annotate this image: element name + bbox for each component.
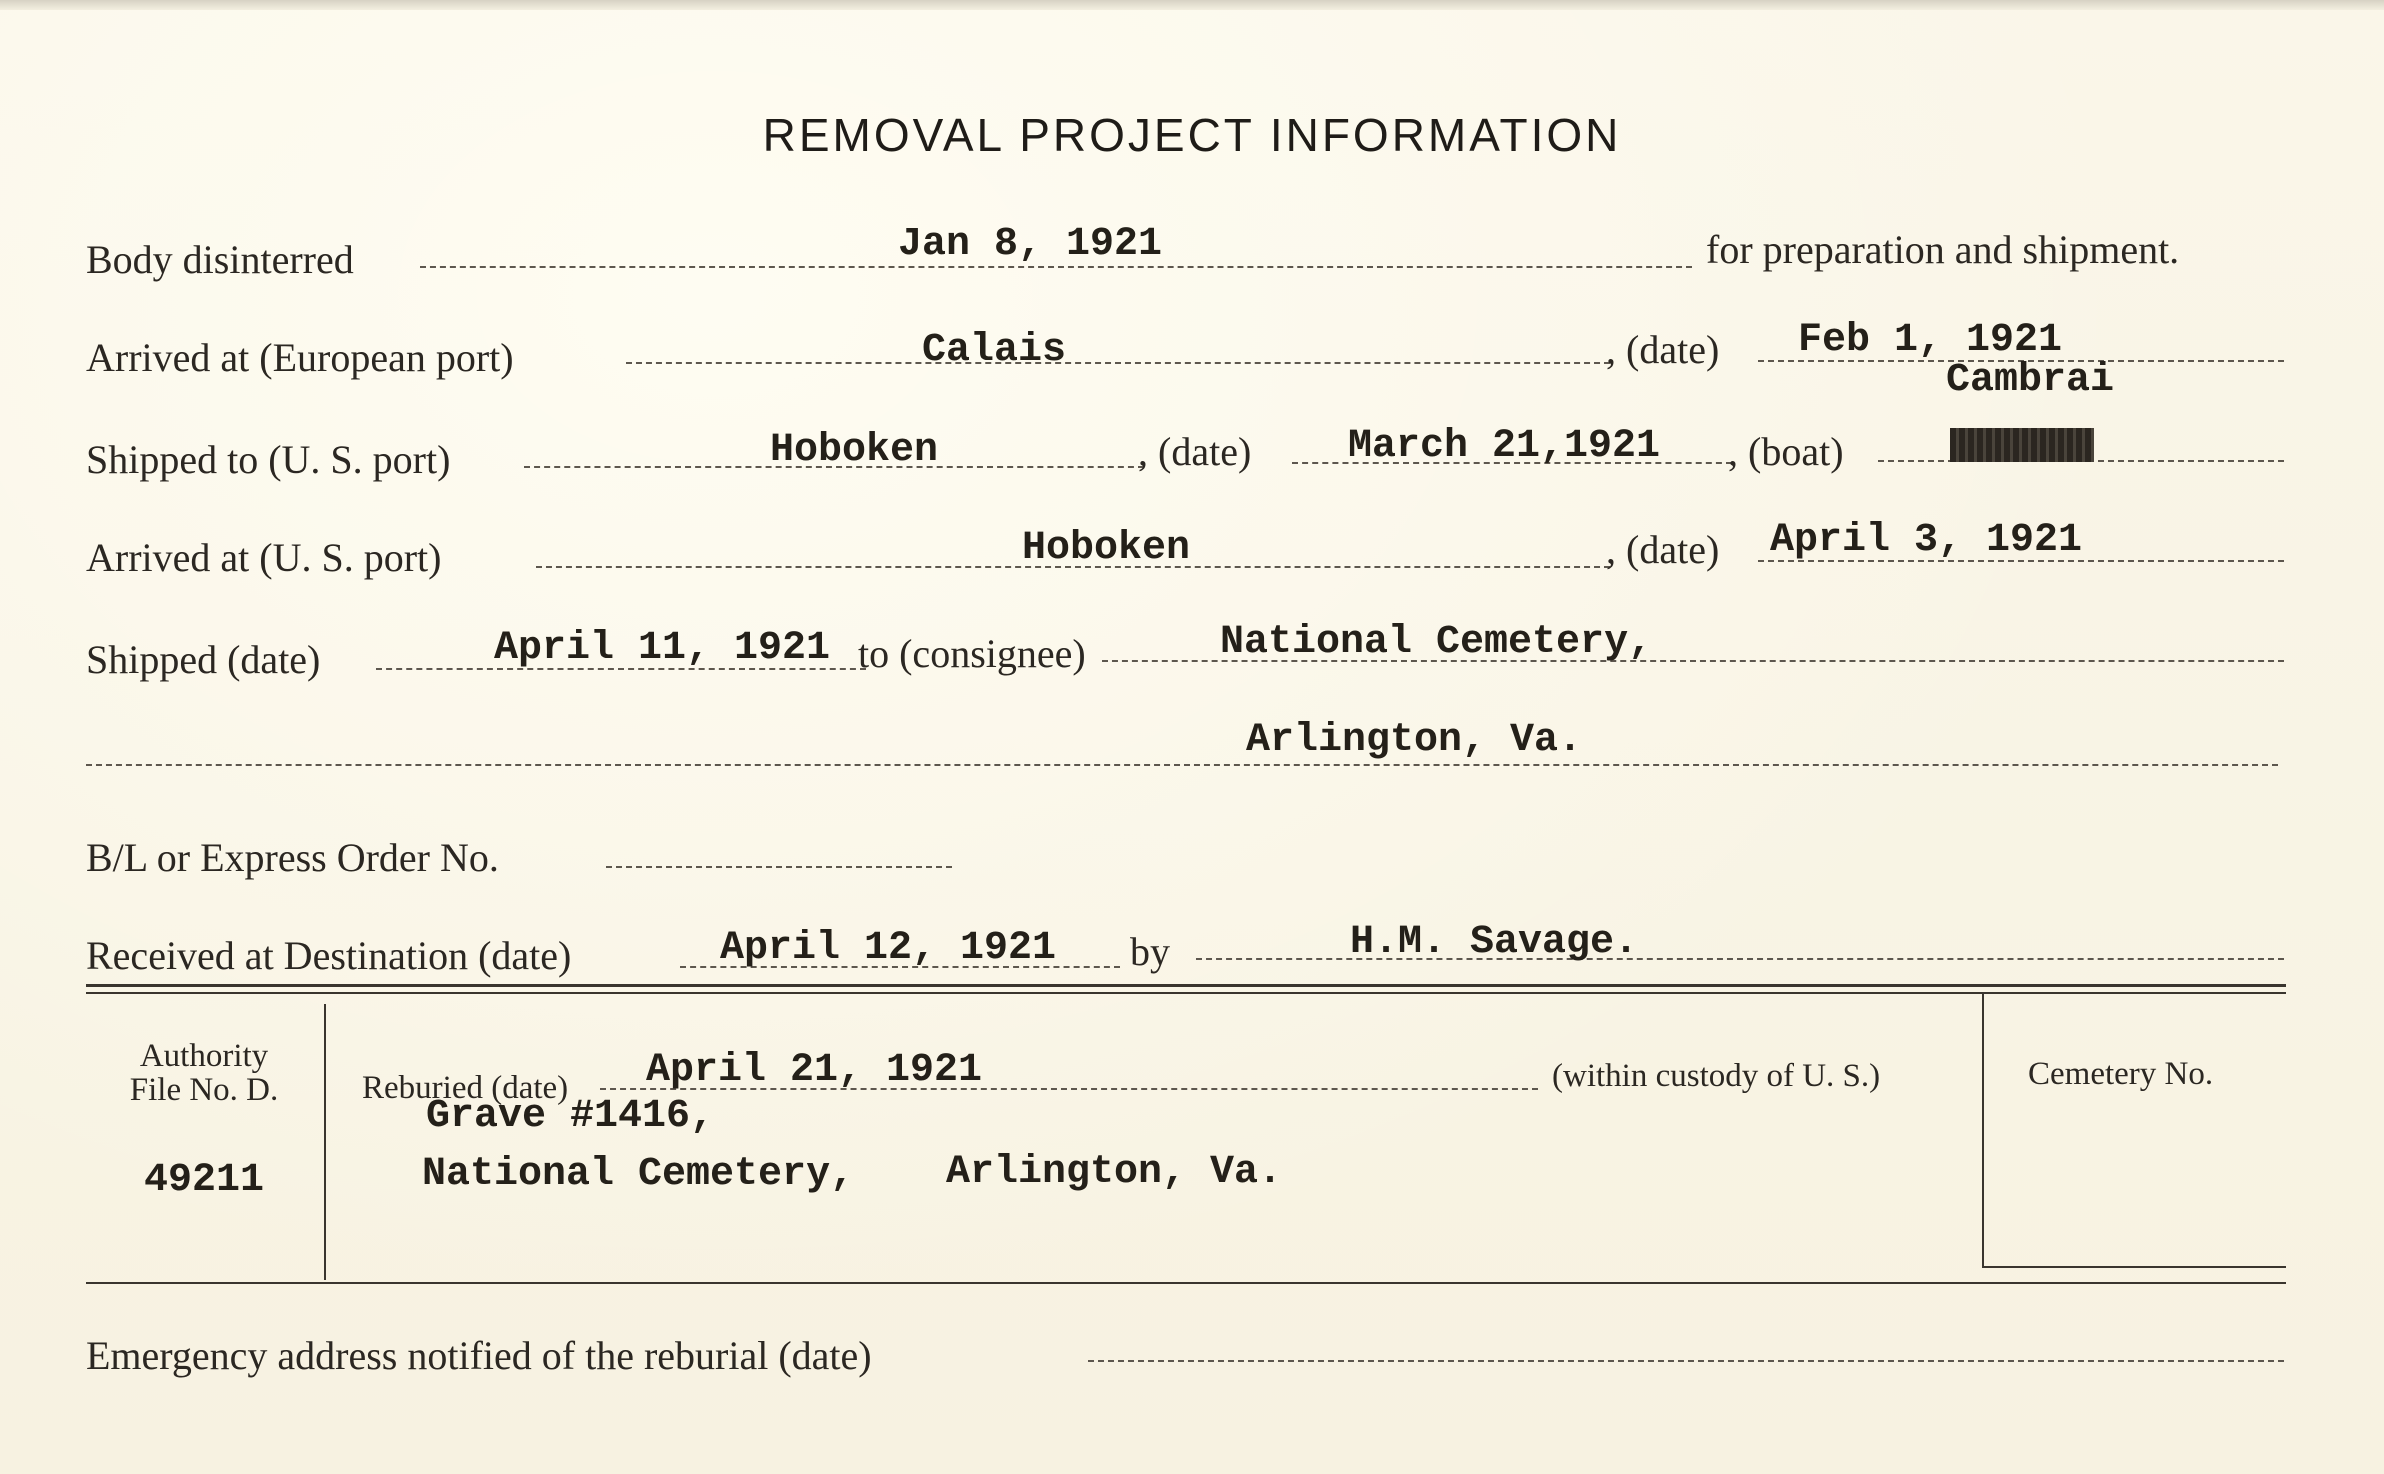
label-arrived-us: Arrived at (U. S. port) [86, 535, 442, 580]
value-disinterred-date: Jan 8, 1921 [898, 222, 1163, 267]
label-date-2: , (date) [1138, 429, 1252, 474]
line-bl-order [606, 866, 952, 868]
cemetery-box-bottom [1982, 1266, 2286, 1268]
label-reburied-date: Reburied (date) [362, 1070, 569, 1106]
label-to-consignee: to (consignee) [858, 631, 1086, 676]
label-file-no: File No. D. [129, 1072, 279, 1108]
label-date-3: , (date) [1606, 527, 1720, 572]
box-bottom-rule [86, 1282, 2286, 1284]
value-arrived-us-date: April 3, 1921 [1770, 518, 2083, 563]
label-date-1: , (date) [1606, 327, 1720, 372]
label-within-custody: (within custody of U. S.) [1552, 1058, 1881, 1094]
label-body-disinterred: Body disinterred [86, 237, 354, 282]
value-shipped-date: April 11, 1921 [494, 626, 831, 671]
value-european-date: Feb 1, 1921 [1798, 318, 2063, 363]
value-consignee-line1: National Cemetery, [1220, 620, 1653, 665]
line-emergency-date [1088, 1360, 2284, 1362]
card-title: REMOVAL PROJECT INFORMATION [762, 109, 1622, 161]
label-bl-order: B/L or Express Order No. [86, 835, 499, 880]
label-received-destination: Received at Destination (date) [86, 933, 572, 978]
value-received-date: April 12, 1921 [720, 926, 1057, 971]
divider-authority [324, 1004, 326, 1280]
label-cemetery-no: Cemetery No. [2028, 1056, 2214, 1092]
double-rule-top [86, 984, 2286, 987]
line-european-port [626, 362, 1610, 364]
value-boat-correction: Cambrai [1946, 358, 2115, 403]
value-grave-location-2: Arlington, Va. [946, 1150, 1283, 1195]
label-by: by [1130, 929, 1170, 974]
divider-cemetery [1982, 992, 1984, 1268]
value-grave-location-1: National Cemetery, [422, 1152, 855, 1197]
value-us-port-arrived: Hoboken [1022, 526, 1191, 571]
value-shipped-us-date: March 21,1921 [1348, 424, 1661, 469]
value-received-by: H.M. Savage. [1350, 920, 1639, 965]
line-consignee-2 [86, 764, 2278, 766]
label-shipped-date: Shipped (date) [86, 637, 321, 682]
value-european-port: Calais [922, 328, 1067, 373]
label-emergency: Emergency address notified of the reburial (date) [86, 1333, 872, 1378]
value-reburied-date: April 21, 1921 [646, 1048, 983, 1093]
struck-out-boat-name [1950, 428, 2094, 462]
label-shipped-to-us: Shipped to (U. S. port) [86, 437, 451, 482]
value-authority-file-no: 49211 [143, 1158, 265, 1203]
label-for-preparation: for preparation and shipment. [1706, 227, 2180, 272]
value-us-port-shipped: Hoboken [770, 428, 939, 473]
label-boat: , (boat) [1728, 429, 1844, 474]
label-arrived-european: Arrived at (European port) [86, 335, 514, 380]
label-authority: Authority [139, 1038, 269, 1074]
double-rule-bottom [86, 992, 2286, 994]
card-top-edge [0, 0, 2384, 10]
value-consignee-line2: Arlington, Va. [1246, 718, 1583, 763]
value-grave: Grave #1416, [426, 1094, 715, 1139]
